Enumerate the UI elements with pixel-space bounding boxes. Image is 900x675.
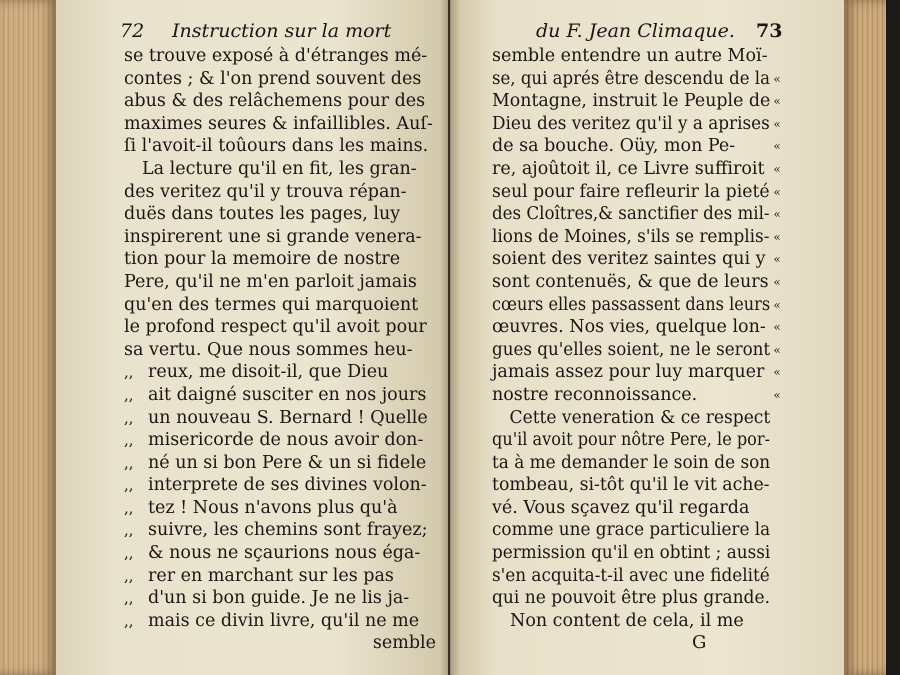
line-text: seul pour faire refleurir la pieté bbox=[492, 181, 770, 202]
margin-quote-mark bbox=[768, 519, 786, 542]
margin-quote-mark bbox=[768, 429, 786, 452]
right-text-line bbox=[492, 90, 771, 113]
right-text-line bbox=[492, 519, 771, 542]
right-text-line bbox=[492, 565, 770, 588]
left-text-block bbox=[124, 45, 436, 655]
line-text: re, ajoûtoit il, ce Livre suffiroit bbox=[492, 158, 765, 179]
right-text-line bbox=[492, 248, 770, 271]
right-text-line bbox=[492, 542, 771, 565]
quote-mark: ,, bbox=[124, 385, 134, 404]
left-text-line bbox=[124, 181, 436, 204]
left-text-line bbox=[124, 113, 436, 136]
quote-mark: ,, bbox=[124, 453, 134, 472]
right-text-line bbox=[492, 45, 770, 68]
line-text: gues qu'elles soient, ne le seront bbox=[492, 339, 771, 360]
margin-quote-mark bbox=[768, 542, 786, 565]
right-text-line bbox=[492, 294, 771, 317]
right-running-head: du F. Jean Climaque. bbox=[536, 20, 735, 42]
right-text-line bbox=[492, 497, 770, 520]
right-text-line bbox=[492, 113, 770, 136]
left-text-line bbox=[124, 542, 436, 565]
line-text: semble entendre un autre Moï- bbox=[492, 46, 768, 66]
line-text: reux, me disoit-il, que Dieu bbox=[148, 362, 389, 383]
left-text-line bbox=[124, 316, 436, 339]
line-text: permission qu'il en obtint ; aussi bbox=[492, 543, 771, 564]
line-text: lions de Moines, s'ils se remplis- bbox=[492, 226, 770, 247]
line-text: rer en marchant sur les pas bbox=[148, 565, 394, 586]
line-text: interprete de ses divines volon- bbox=[148, 475, 427, 496]
quote-mark: ,, bbox=[124, 521, 134, 540]
left-text-line bbox=[124, 519, 436, 542]
margin-quote-mark: « bbox=[773, 320, 781, 335]
quotation-marks-column bbox=[768, 45, 786, 632]
line-text: œuvres. Nos vies, quelque lon- bbox=[492, 317, 766, 338]
left-text-line bbox=[124, 407, 436, 430]
right-text-line bbox=[492, 587, 771, 610]
right-text-line bbox=[492, 203, 770, 226]
margin-quote-mark: « bbox=[773, 94, 781, 109]
quote-mark: ,, bbox=[124, 431, 134, 450]
left-text-line bbox=[124, 610, 436, 633]
left-running-head bbox=[120, 20, 391, 42]
right-text-line bbox=[492, 181, 770, 204]
line-text: se, qui aprés être descendu de la bbox=[492, 68, 770, 89]
margin-quote-mark bbox=[768, 452, 786, 475]
line-text: Cette veneration & ce respect bbox=[509, 407, 771, 428]
quote-mark: ,, bbox=[124, 408, 134, 427]
line-text: maximes seures & infaillibles. Auſ- bbox=[124, 113, 433, 134]
margin-quote-mark: « bbox=[773, 387, 781, 402]
line-text: Dieu des veritez qu'il y a aprises bbox=[492, 113, 770, 134]
signature-mark: G bbox=[692, 632, 707, 653]
line-text: tez ! Nous n'avons plus qu'à bbox=[148, 497, 398, 518]
line-text: s'en acquita-t-il avec une fidelité bbox=[492, 565, 770, 586]
margin-quote-mark: « bbox=[773, 297, 781, 312]
margin-quote-mark: « bbox=[773, 365, 781, 380]
line-text: mais ce divin livre, qu'il ne me bbox=[148, 610, 420, 631]
left-text-line bbox=[124, 497, 436, 520]
left-text-line bbox=[124, 361, 436, 384]
right-text-line bbox=[492, 271, 770, 294]
line-text: sont contenuës, & que de leurs bbox=[492, 271, 769, 292]
quote-mark: ,, bbox=[124, 476, 134, 495]
line-text: & nous ne sçaurions nous éga- bbox=[148, 543, 421, 564]
left-page-number: 72 bbox=[120, 20, 145, 42]
left-text-line bbox=[124, 158, 436, 181]
line-text: ta à me demander le soin de son bbox=[492, 452, 771, 473]
line-text: contes ; & l'on prend souvent des bbox=[124, 68, 422, 89]
margin-quote-mark bbox=[768, 610, 786, 633]
left-text-line bbox=[124, 271, 436, 294]
line-text: La lecture qu'il en fit, les gran- bbox=[142, 158, 417, 179]
quote-mark: ,, bbox=[124, 589, 134, 608]
left-text-line bbox=[124, 226, 436, 249]
line-text: des Cloîtres,& sanctifier des mil- bbox=[492, 204, 770, 225]
right-text-line bbox=[492, 407, 771, 430]
line-text: vé. Vous sçavez qu'il regarda bbox=[492, 497, 750, 518]
left-page-edges bbox=[0, 0, 56, 675]
margin-quote-mark bbox=[768, 497, 786, 520]
right-text-line bbox=[492, 339, 771, 362]
left-text-line bbox=[124, 68, 436, 91]
line-text: se trouve exposé à d'étranges mé- bbox=[124, 46, 428, 66]
margin-quote-mark bbox=[768, 407, 786, 430]
margin-quote-mark: « bbox=[773, 207, 781, 222]
line-text: Montagne, instruit le Peuple de bbox=[492, 91, 771, 112]
left-text-line bbox=[124, 45, 436, 68]
margin-quote-mark: « bbox=[773, 184, 781, 199]
left-running-head-text: Instruction sur la mort bbox=[172, 20, 392, 42]
quote-mark: ,, bbox=[124, 544, 134, 563]
right-page bbox=[450, 0, 844, 675]
right-text-block bbox=[492, 45, 770, 632]
line-text: Pere, qu'il ne m'en parloit jamais bbox=[124, 271, 417, 292]
margin-quote-mark: « bbox=[773, 274, 781, 289]
right-text-line bbox=[492, 361, 770, 384]
margin-quote-mark: « bbox=[773, 252, 781, 267]
line-text: qu'en des termes qui marquoient bbox=[124, 294, 419, 315]
line-text: d'un si bon guide. Je ne lis ja- bbox=[148, 588, 410, 609]
left-text-line bbox=[124, 452, 436, 475]
line-text: jamais assez pour luy marquer bbox=[492, 362, 765, 383]
line-text: qui ne pouvoit être plus grande. bbox=[492, 588, 771, 609]
right-text-line bbox=[492, 452, 771, 475]
left-text-line bbox=[124, 90, 436, 113]
line-text: inspirerent une si grande venera- bbox=[124, 226, 422, 247]
line-text: sa vertu. Que nous sommes heu- bbox=[124, 339, 413, 360]
margin-quote-mark bbox=[768, 587, 786, 610]
line-text: abus & des relâchemens pour des bbox=[124, 91, 426, 112]
margin-quote-mark: « bbox=[773, 71, 781, 86]
right-text-line bbox=[492, 316, 770, 339]
quote-mark: ,, bbox=[124, 566, 134, 585]
right-page-edges bbox=[844, 0, 886, 675]
left-text-line bbox=[124, 474, 436, 497]
left-text-line bbox=[124, 203, 436, 226]
line-text: cœurs elles passassent dans leurs bbox=[492, 294, 771, 315]
right-text-line bbox=[492, 135, 770, 158]
margin-quote-mark bbox=[768, 565, 786, 588]
left-text-line bbox=[124, 384, 436, 407]
line-text: des veritez qu'il y trouva répan- bbox=[124, 181, 407, 202]
book-gutter bbox=[440, 0, 460, 675]
quote-mark: ,, bbox=[124, 498, 134, 517]
line-text: né un si bon Pere & un si fidele bbox=[148, 452, 427, 473]
line-text: Non content de cela, il me bbox=[510, 610, 744, 631]
right-text-line bbox=[492, 384, 770, 407]
line-text: suivre, les chemins sont frayez; bbox=[148, 520, 428, 541]
line-text: semble bbox=[372, 633, 436, 654]
line-text: duës dans toutes les pages, luy bbox=[124, 204, 401, 225]
background-edge bbox=[886, 0, 900, 675]
right-text-line bbox=[492, 158, 770, 181]
quote-mark: ,, bbox=[124, 363, 134, 382]
line-text: tombeau, si-tôt qu'il le vit ache- bbox=[492, 475, 770, 496]
right-text-line bbox=[492, 474, 770, 497]
left-text-line bbox=[124, 632, 436, 655]
line-text: tion pour la memoire de nostre bbox=[124, 249, 401, 270]
line-text: le profond respect qu'il avoit pour bbox=[124, 317, 427, 338]
line-text: qu'il avoit pour nôtre Pere, le por- bbox=[492, 430, 771, 451]
left-text-line bbox=[124, 429, 436, 452]
left-text-line bbox=[124, 339, 436, 362]
margin-quote-mark: « bbox=[773, 161, 781, 176]
line-text: comme une grace particuliere la bbox=[492, 520, 771, 541]
line-text: de sa bouche. Oüy, mon Pe- bbox=[492, 136, 736, 157]
quote-mark: ,, bbox=[124, 611, 134, 630]
margin-quote-mark: « bbox=[773, 139, 781, 154]
right-text-line bbox=[492, 68, 770, 91]
left-page bbox=[56, 0, 448, 675]
left-text-line bbox=[124, 248, 436, 271]
line-text: nostre reconnoissance. bbox=[492, 384, 698, 405]
margin-quote-mark bbox=[768, 474, 786, 497]
right-text-line bbox=[492, 226, 770, 249]
margin-quote-mark bbox=[768, 45, 786, 68]
margin-quote-mark: « bbox=[773, 116, 781, 131]
right-text-line bbox=[492, 429, 771, 452]
right-text-line bbox=[492, 610, 770, 633]
left-text-line bbox=[124, 135, 436, 158]
line-text: ait daigné susciter en nos jours bbox=[148, 384, 427, 405]
line-text: misericorde de nous avoir don- bbox=[148, 430, 424, 451]
left-text-line bbox=[124, 565, 436, 588]
margin-quote-mark: « bbox=[773, 229, 781, 244]
line-text: un nouveau S. Bernard ! Quelle bbox=[148, 407, 428, 428]
right-page-number: 73 bbox=[756, 20, 783, 42]
line-text: soient des veritez saintes qui y bbox=[492, 249, 766, 270]
line-text: ſi l'avoit-il toûours dans les mains. bbox=[124, 136, 429, 157]
margin-quote-mark: « bbox=[773, 342, 781, 357]
left-text-line bbox=[124, 294, 436, 317]
left-text-line bbox=[124, 587, 436, 610]
